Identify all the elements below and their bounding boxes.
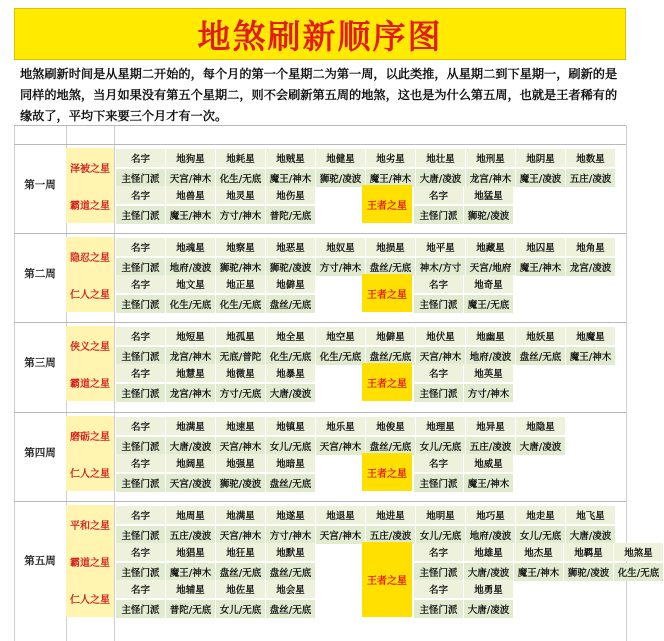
name-header-cell: 名字 [116,454,166,472]
star-name-cell: 地狂星 [216,543,266,561]
star-location-cell: 天宫/凌波 [166,474,216,492]
star-location-cell: 方寸/神木 [316,258,366,276]
star-location-cell: 狮驼/凌波 [564,563,614,581]
group-label: 王者之星 [362,363,412,401]
location-header-cell: 主怪门派 [116,206,166,224]
star-name-cell: 地僻星 [366,327,416,345]
name-row [116,579,316,599]
star-location-cell: 女儿/无底 [416,437,466,455]
name-row [116,505,616,525]
group-label: 侠义之星 [66,326,114,364]
star-location-cell: 盘丝/无底 [366,347,416,365]
star-location-cell: 龙宫/神木 [166,347,216,365]
location-header-cell: 主怪门派 [116,600,166,618]
star-name-cell: 地强星 [216,454,266,472]
star-name-cell: 地辅星 [166,580,216,598]
star-name-cell: 地奇星 [464,275,514,293]
location-header-cell: 主怪门派 [414,384,464,402]
star-name-cell: 地飞星 [566,506,616,524]
star-location-cell: 大唐/凌波 [516,437,566,455]
star-name-cell: 地狗星 [166,149,216,167]
name-header-cell: 名字 [116,543,166,561]
star-location-cell: 女儿/无底 [416,526,466,544]
star-location-cell: 女儿/无底 [216,600,266,618]
star-location-cell: 化生/无底 [216,169,266,187]
name-row [116,542,316,562]
star-location-cell: 魔王/凌波 [516,169,566,187]
star-name-cell: 地威星 [464,454,514,472]
location-header-cell: 主怪门派 [116,295,166,313]
star-location-cell: 女儿/无底 [516,526,566,544]
star-name-cell: 地明星 [416,506,466,524]
name-header-cell: 名字 [116,327,166,345]
star-name-cell: 地奴星 [316,238,366,256]
name-header-cell: 名字 [414,580,464,598]
star-name-cell: 地耗星 [216,149,266,167]
star-name-cell: 地遂星 [266,506,316,524]
group-label: 霸道之星 [66,185,114,223]
star-name-cell: 地阔星 [166,454,216,472]
star-name-cell: 地僻星 [266,275,316,293]
star-location-cell: 无底/普陀 [216,347,266,365]
star-name-cell: 地短星 [166,327,216,345]
name-row [116,363,316,383]
location-header-cell: 主怪门派 [414,206,464,224]
star-location-cell: 方寸/神木 [216,206,266,224]
star-name-cell: 地刑星 [466,149,516,167]
name-row [414,453,514,473]
group-label: 王者之星 [362,185,412,223]
name-header-cell: 名字 [414,454,464,472]
star-name-cell: 地暴星 [266,364,316,382]
star-location-cell: 普陀/无底 [266,206,316,224]
star-location-cell: 魔王/神木 [566,347,616,365]
star-location-cell: 天宫/神木 [216,526,266,544]
title-banner [14,8,626,60]
name-row [414,185,514,205]
star-location-cell: 天宫/神木 [416,347,466,365]
star-name-cell: 地正星 [216,275,266,293]
location-header-cell: 主怪门派 [414,600,464,618]
location-header-cell: 主怪门派 [116,474,166,492]
star-location-cell: 盘丝/无底 [366,258,416,276]
name-row [414,363,514,383]
location-row [116,473,316,493]
star-name-cell: 地乐星 [316,417,366,435]
page-title: 地煞刷新顺序图 [197,16,443,56]
star-name-cell: 地进星 [366,506,416,524]
star-location-cell: 狮驼/凌波 [464,206,514,224]
star-location-cell: 大唐/凌波 [416,169,466,187]
star-location-cell: 魔王/神木 [266,169,316,187]
star-name-cell: 地羁星 [564,543,614,561]
star-name-cell: 地魔星 [566,327,616,345]
week-divider [14,501,626,502]
star-name-cell: 地隐星 [516,417,566,435]
name-header-cell: 名字 [116,149,166,167]
star-name-cell: 地猛星 [464,186,514,204]
location-row [116,205,316,225]
star-name-cell: 地伏星 [416,327,466,345]
name-header-cell: 名字 [414,275,464,293]
week-label: 第二周 [24,268,56,280]
star-location-cell: 魔王/神木 [464,474,514,492]
star-location-cell: 大唐/凌波 [464,563,514,581]
location-header-cell: 主怪门派 [116,563,166,581]
star-location-cell: 狮驼/凌波 [216,474,266,492]
location-row [414,294,514,314]
star-location-cell: 女儿/无底 [266,437,316,455]
star-location-cell: 狮驼/凌波 [266,258,316,276]
name-header-cell: 名字 [414,364,464,382]
column-divider [114,125,115,641]
star-name-cell: 地空星 [316,327,366,345]
name-row [116,148,616,168]
star-location-cell: 魔王/神木 [166,206,216,224]
star-name-cell: 地镇星 [266,417,316,435]
star-name-cell: 地恶星 [266,238,316,256]
week-divider [14,233,626,234]
name-row [116,274,316,294]
star-location-cell: 魔王/神木 [366,169,416,187]
star-name-cell: 地伤星 [266,186,316,204]
star-location-cell: 盘丝/无底 [516,347,566,365]
star-location-cell: 盘丝/无底 [266,474,316,492]
location-row [414,383,514,403]
star-location-cell: 盘丝/无底 [266,600,316,618]
star-name-cell: 地兽星 [166,186,216,204]
group-label: 隐忍之星 [66,237,114,275]
location-header-cell: 主怪门派 [116,258,166,276]
star-name-cell: 地煞星 [614,543,664,561]
week-divider [14,322,626,323]
star-name-cell: 地魂星 [166,238,216,256]
star-name-cell: 地孤星 [216,327,266,345]
star-name-cell: 地雄星 [464,543,514,561]
star-location-cell: 魔王/神木 [166,563,216,581]
star-name-cell: 地杰星 [514,543,564,561]
star-location-cell: 化生/无底 [166,295,216,313]
name-header-cell: 名字 [116,417,166,435]
star-location-cell: 化生/无底 [614,563,664,581]
star-name-cell: 地阴星 [516,149,566,167]
star-location-cell: 方寸/神木 [464,384,514,402]
star-location-cell: 天宫/神木 [316,437,366,455]
star-location-cell: 大唐/凌波 [464,600,514,618]
star-name-cell: 地周星 [166,506,216,524]
name-row [414,274,514,294]
name-row [116,185,316,205]
star-name-cell: 地俊星 [366,417,416,435]
group-label: 霸道之星 [66,542,114,580]
location-header-cell: 主怪门派 [116,384,166,402]
star-name-cell: 地满星 [166,417,216,435]
star-name-cell: 地勇星 [464,580,514,598]
star-location-cell: 龙宫/神木 [166,384,216,402]
group-label: 仁人之星 [66,453,114,491]
star-name-cell: 地全星 [266,327,316,345]
week-label: 第五周 [24,554,56,567]
location-header-cell: 主怪门派 [414,295,464,313]
star-name-cell: 地察星 [216,238,266,256]
star-location-cell: 龙宫/神木 [466,169,516,187]
star-name-cell: 地藏星 [466,238,516,256]
location-header-cell: 主怪门派 [116,437,166,455]
star-location-cell: 盘丝/无底 [216,563,266,581]
star-name-cell: 地损星 [366,238,416,256]
location-header-cell: 主怪门派 [116,526,166,544]
location-row [116,383,316,403]
star-name-cell: 地贼星 [266,149,316,167]
week-label: 第四周 [24,447,56,459]
star-location-cell: 五庄/凌波 [466,437,516,455]
name-header-cell: 名字 [116,238,166,256]
star-location-cell: 天宫/神木 [166,169,216,187]
name-header-cell: 名字 [414,543,464,561]
name-header-cell: 名字 [414,186,464,204]
star-name-cell: 地猖星 [166,543,216,561]
star-name-cell: 地健星 [316,149,366,167]
week-label: 第三周 [24,357,56,369]
week-divider [14,144,626,145]
star-location-cell: 龙宫/凌波 [566,258,616,276]
star-location-cell: 天宫/神木 [316,526,366,544]
group-label: 泽被之星 [66,148,114,186]
star-name-cell: 地数星 [566,149,616,167]
name-row [414,542,664,562]
star-name-cell: 地灵星 [216,186,266,204]
week-divider [14,412,626,413]
star-location-cell: 大唐/凌波 [166,437,216,455]
star-name-cell: 地佐星 [216,580,266,598]
star-location-cell: 魔王/神木 [516,258,566,276]
star-location-cell: 方寸/神木 [266,526,316,544]
star-location-cell: 化生/无底 [216,295,266,313]
star-location-cell: 方寸/无底 [216,384,266,402]
star-name-cell: 地默星 [266,543,316,561]
star-location-cell: 狮驼/神木 [216,258,266,276]
name-row [116,416,566,436]
star-name-cell: 地文星 [166,275,216,293]
group-label: 王者之星 [362,542,412,617]
week-label: 第一周 [24,179,56,191]
name-row [116,453,316,473]
star-location-cell: 五庄/凌波 [566,169,616,187]
location-row [414,473,514,493]
star-location-cell: 神木/方寸 [416,258,466,276]
location-header-cell: 主怪门派 [414,474,464,492]
star-location-cell: 魔王/无底 [464,295,514,313]
location-row [116,599,316,619]
location-row [414,599,514,619]
star-location-cell: 地府/凌波 [166,258,216,276]
star-name-cell: 地角星 [566,238,616,256]
location-header-cell: 主怪门派 [414,563,464,581]
star-name-cell: 地会星 [266,580,316,598]
location-header-cell: 主怪门派 [116,169,166,187]
group-label: 平和之星 [66,505,114,543]
star-location-cell: 地府/凌波 [466,347,516,365]
star-name-cell: 地壮星 [416,149,466,167]
star-name-cell: 地走星 [516,506,566,524]
star-name-cell: 地退星 [316,506,366,524]
star-name-cell: 地满星 [216,506,266,524]
location-header-cell: 主怪门派 [116,347,166,365]
star-location-cell: 狮驼/凌波 [316,169,366,187]
name-header-cell: 名字 [116,186,166,204]
star-name-cell: 地巧星 [466,506,516,524]
group-label: 仁人之星 [66,579,114,617]
star-name-cell: 地理星 [416,417,466,435]
star-location-cell: 普陀/无底 [166,600,216,618]
star-location-cell: 天宫/地府 [466,258,516,276]
star-name-cell: 地微星 [216,364,266,382]
star-name-cell: 地妖星 [516,327,566,345]
star-name-cell: 地幽星 [466,327,516,345]
name-header-cell: 名字 [116,364,166,382]
star-name-cell: 地囚星 [516,238,566,256]
star-name-cell: 地平星 [416,238,466,256]
star-location-cell: 大唐/凌波 [566,526,616,544]
star-name-cell: 地慧星 [166,364,216,382]
star-name-cell: 地暗星 [266,454,316,472]
section-divider [14,125,626,126]
name-header-cell: 名字 [116,506,166,524]
star-location-cell: 五庄/凌波 [166,526,216,544]
name-row [414,579,514,599]
group-label: 王者之星 [362,453,412,491]
star-name-cell: 地异星 [466,417,516,435]
star-location-cell: 五庄/凌波 [366,526,416,544]
group-label: 仁人之星 [66,274,114,312]
location-row [116,294,316,314]
star-location-cell: 天宫/神木 [216,437,266,455]
name-row [116,326,616,346]
star-location-cell: 盘丝/无底 [266,295,316,313]
name-header-cell: 名字 [116,275,166,293]
star-location-cell: 盘丝/无底 [266,563,316,581]
intro-paragraph: 地煞刷新时间是从星期二开始的，每个月的第一个星期二为第一周，以此类推，从星期二到下星期一，刷新的是同样的地煞，当月如果没有第五个星期二，则不会刷新第五周的地煞，这也是为什么第五周，也就是王者稀有的缘故了，平均下来要三个月才有一次。 [20,67,618,123]
star-location-cell: 化生/无底 [266,347,316,365]
star-location-cell: 魔王/神木 [514,563,564,581]
star-location-cell: 化生/无底 [316,347,366,365]
group-label: 王者之星 [362,274,412,312]
star-location-cell: 盘丝/无底 [366,437,416,455]
star-name-cell: 地英星 [464,364,514,382]
star-location-cell: 地府/凌波 [466,526,516,544]
group-label: 磨砺之星 [66,416,114,454]
group-label: 霸道之星 [66,363,114,401]
star-location-cell: 大唐/凌波 [266,384,316,402]
location-row [414,205,514,225]
star-name-cell: 地速星 [216,417,266,435]
star-name-cell: 地劣星 [366,149,416,167]
name-header-cell: 名字 [116,580,166,598]
name-row [116,237,616,257]
